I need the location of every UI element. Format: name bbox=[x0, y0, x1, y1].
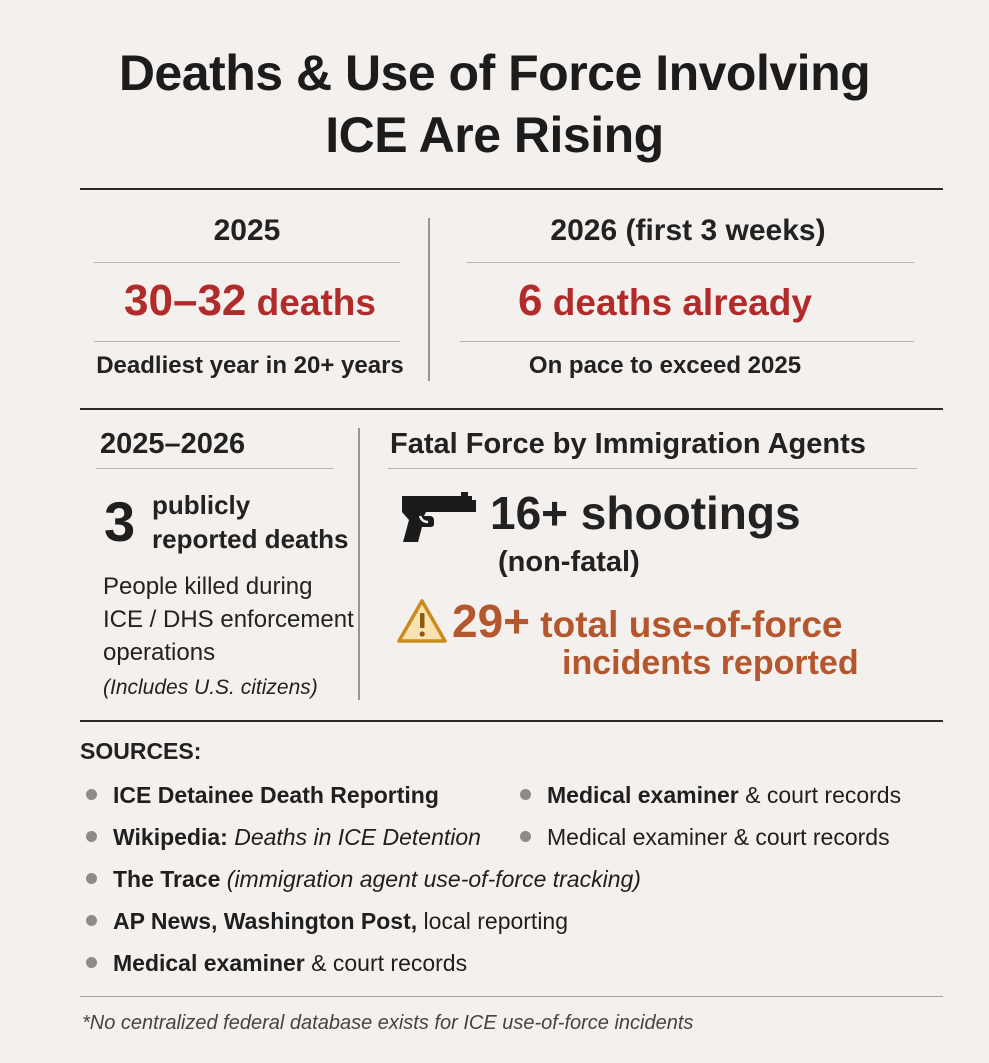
desc-line-2: ICE / DHS enforcement bbox=[103, 606, 354, 633]
incidents-line-2: incidents reported bbox=[562, 644, 859, 682]
panel-2025-divider-top bbox=[94, 262, 400, 263]
page-title bbox=[40, 42, 949, 166]
panel-2025-2026-count: 3 bbox=[104, 490, 136, 553]
source-name: Wikipedia: bbox=[113, 824, 228, 850]
source-item bbox=[86, 782, 439, 809]
panel-2025-deaths bbox=[80, 276, 420, 326]
label-line-2: reported deaths bbox=[152, 524, 349, 554]
panel-2026-note: On pace to exceed 2025 bbox=[528, 352, 802, 379]
vertical-divider-bottom bbox=[358, 428, 360, 700]
source-name: Medical examiner bbox=[547, 782, 739, 808]
source-item bbox=[520, 782, 901, 809]
panel-2025-2026-divider bbox=[96, 468, 334, 469]
desc-line-3: operations bbox=[103, 639, 216, 666]
incidents-count: 29+ bbox=[452, 595, 531, 647]
warning-triangle-icon bbox=[396, 598, 448, 644]
panel-2026-count: 6 bbox=[518, 276, 543, 325]
handgun-icon bbox=[398, 490, 478, 546]
source-detail: (immigration agent use-of-force tracking) bbox=[220, 866, 641, 892]
footnote: *No centralized federal database exists for ICE use-of-force incidents bbox=[82, 1012, 694, 1034]
shootings-note: (non-fatal) bbox=[498, 546, 640, 578]
bullet-icon bbox=[86, 957, 97, 968]
panel-2025-2026-note: (Includes U.S. citizens) bbox=[103, 676, 318, 699]
source-name: AP News, Washington Post, bbox=[113, 908, 418, 934]
middle-divider bbox=[80, 408, 943, 410]
source-detail: local reporting bbox=[417, 908, 569, 934]
desc-line-1: People killed during bbox=[103, 573, 313, 600]
panel-2025-unit: deaths bbox=[246, 282, 376, 323]
panel-2025-2026-heading: 2025–2026 bbox=[100, 428, 246, 460]
footnote-divider bbox=[80, 996, 943, 997]
shootings-count: 16+ shootings bbox=[490, 487, 801, 539]
bullet-icon bbox=[86, 915, 97, 926]
bullet-icon bbox=[520, 831, 531, 842]
vertical-divider-top bbox=[428, 218, 430, 381]
panel-2026-unit: deaths already bbox=[542, 282, 812, 323]
bottom-divider bbox=[80, 720, 943, 722]
panel-2026-divider-bottom bbox=[460, 341, 914, 342]
source-detail: & court records bbox=[304, 950, 468, 976]
source-item bbox=[86, 824, 481, 851]
source-detail: Medical examiner & court records bbox=[547, 824, 890, 850]
bullet-icon bbox=[86, 831, 97, 842]
source-detail: Deaths in ICE Detention bbox=[227, 824, 481, 850]
source-item bbox=[86, 866, 641, 893]
source-name: Medical examiner bbox=[113, 950, 305, 976]
label-line-1: publicly bbox=[152, 490, 251, 520]
panel-2026-year: 2026 (first 3 weeks) bbox=[550, 214, 826, 247]
incidents-line-1 bbox=[452, 594, 843, 648]
source-item bbox=[86, 908, 568, 935]
source-name: ICE Detainee Death Reporting bbox=[113, 782, 439, 808]
panel-2025-year: 2025 bbox=[213, 214, 281, 247]
panel-2026-deaths bbox=[450, 276, 880, 326]
panel-2025-2026-description bbox=[103, 570, 354, 669]
source-item bbox=[86, 950, 467, 977]
panel-2025-count: 30–32 bbox=[124, 276, 247, 325]
source-detail: & court records bbox=[738, 782, 902, 808]
bullet-icon bbox=[520, 789, 531, 800]
panel-2025-note: Deadliest year in 20+ years bbox=[96, 352, 404, 379]
source-name: The Trace bbox=[113, 866, 221, 892]
panel-2025-divider-bottom bbox=[94, 341, 400, 342]
sources-heading: SOURCES: bbox=[80, 738, 202, 764]
bullet-icon bbox=[86, 873, 97, 884]
bullet-icon bbox=[86, 789, 97, 800]
top-divider bbox=[80, 188, 943, 190]
title-line-2: ICE Are Rising bbox=[325, 107, 664, 163]
title-line-1: Deaths & Use of Force Involving bbox=[118, 45, 871, 101]
panel-2025-2026-label bbox=[152, 488, 349, 556]
panel-2026-divider-top bbox=[466, 262, 914, 263]
fatal-force-heading: Fatal Force by Immigration Agents bbox=[390, 428, 866, 460]
incidents-label-1: total use-of-force bbox=[530, 604, 843, 645]
source-item bbox=[520, 824, 890, 851]
fatal-force-divider bbox=[388, 468, 917, 469]
